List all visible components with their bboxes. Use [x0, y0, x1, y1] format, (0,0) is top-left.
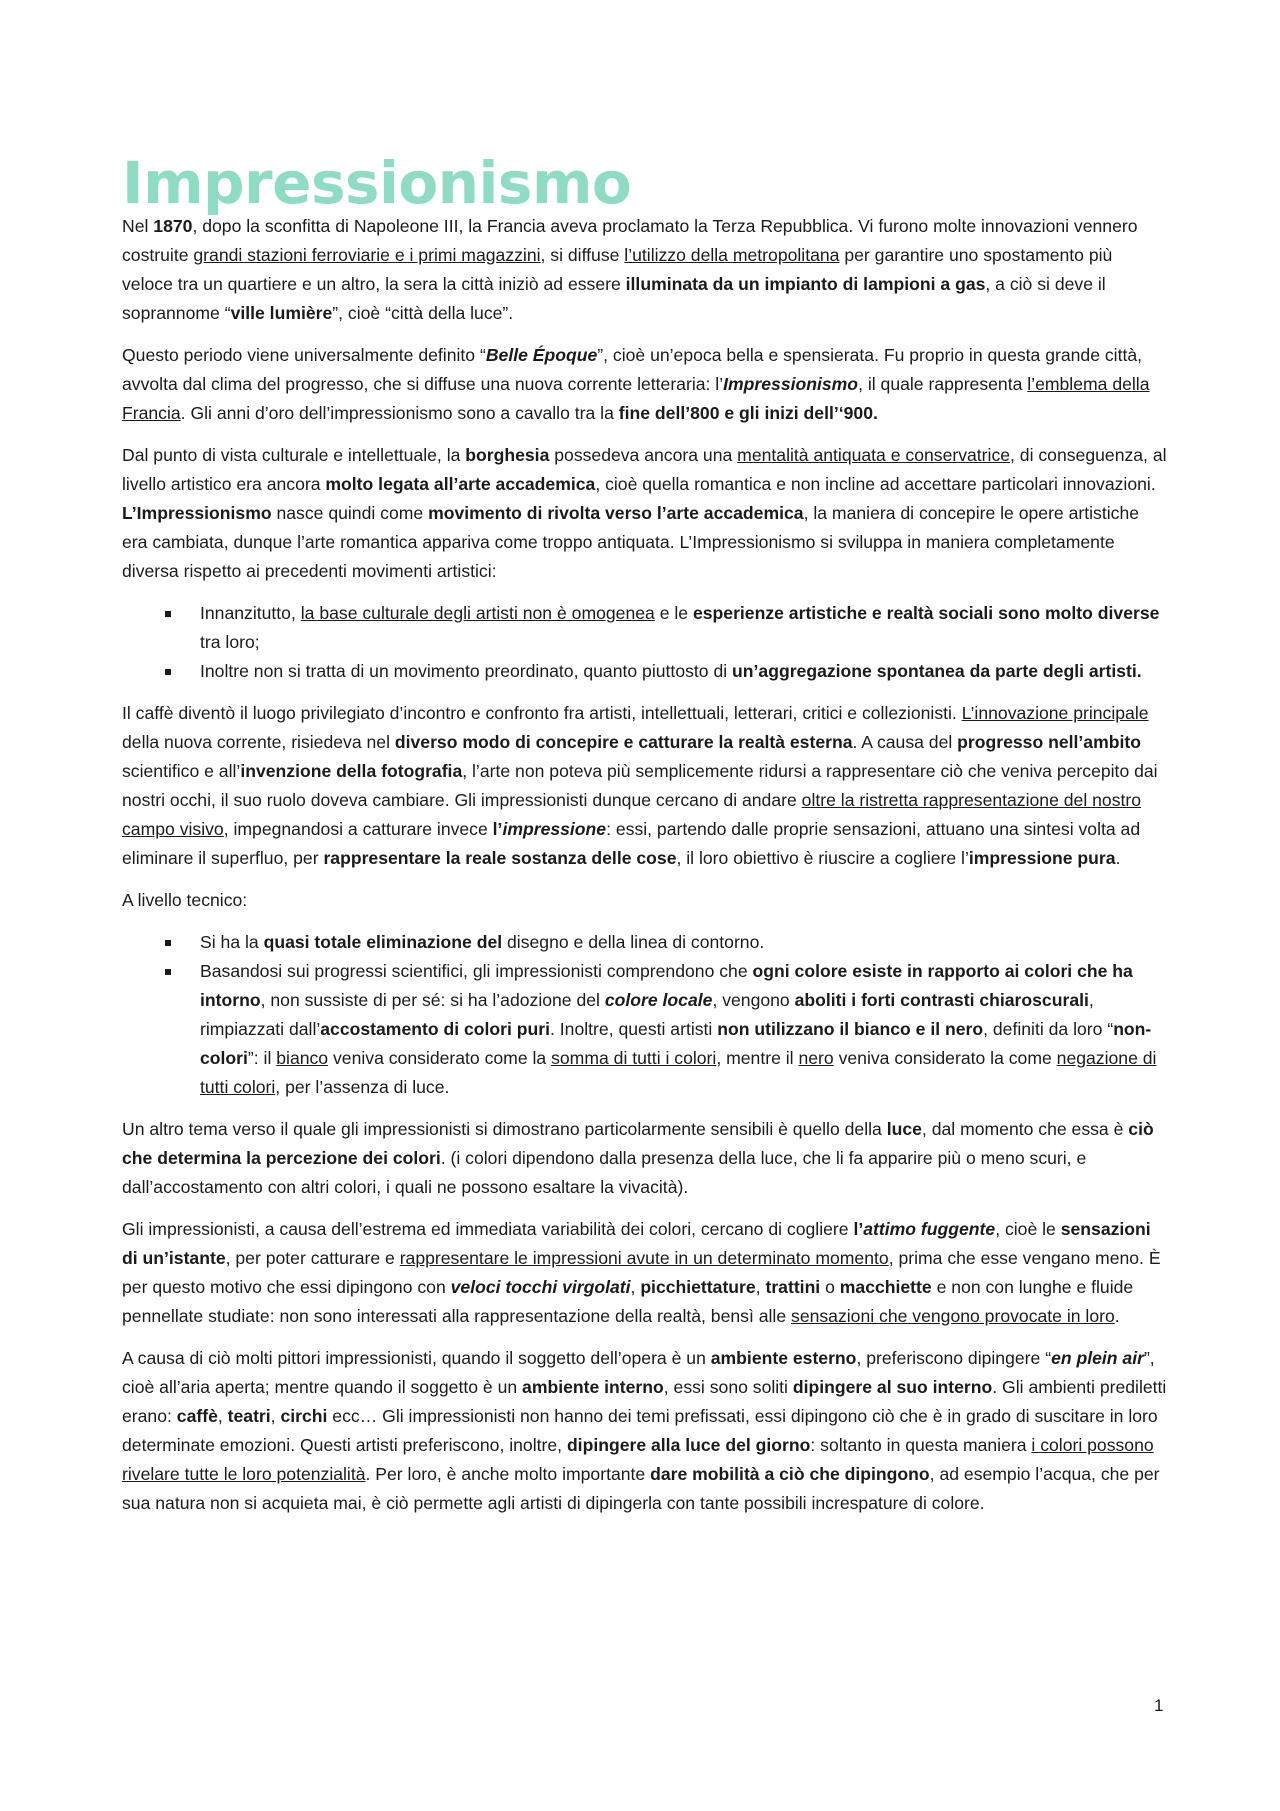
paragraph — [122, 341, 1167, 428]
text-run: , per poter catturare e — [225, 1248, 400, 1268]
bold-text: veloci tocchi virgolati — [450, 1277, 631, 1297]
bold-text: Impressionismo — [723, 374, 859, 394]
text-run: , — [270, 1406, 281, 1426]
bullet-list — [122, 599, 1167, 686]
text-run: per garantire uno spostamento più veloce tra un quartiere e un altro, la sera la città iniziò ad essere — [122, 245, 1113, 294]
underlined-text: l’emblema della Francia — [122, 374, 1150, 423]
text-run: . Inoltre, questi artisti — [550, 1019, 718, 1039]
paragraph — [122, 1344, 1167, 1518]
light-section — [122, 1115, 1167, 1518]
bold-text: teatri — [227, 1406, 271, 1426]
text-run: , mentre il — [716, 1048, 799, 1068]
underlined-text: nero — [798, 1048, 834, 1068]
text-run: , — [755, 1277, 766, 1297]
text-run: ”, cioè all’aria aperta; mentre quando il soggetto è un — [122, 1348, 1155, 1397]
bold-text: impressione — [502, 819, 607, 839]
paragraph — [122, 699, 1167, 873]
text-run: , definiti da loro “ — [983, 1019, 1114, 1039]
bold-text: rappresentare la reale sostanza delle cose — [323, 848, 677, 868]
text-run: e le — [654, 603, 693, 623]
underlined-text: sensazioni che vengono provocate in loro — [791, 1306, 1115, 1326]
bold-text: trattini — [765, 1277, 821, 1297]
paragraph — [122, 212, 1167, 328]
text-run: Il caffè diventò il luogo privilegiato d’incontro e confronto fra artisti, intellettuali, letterari, critici e collezionisti. — [122, 703, 962, 723]
bold-text: progresso nell’ambito — [957, 732, 1141, 752]
bold-text: accostamento di colori puri — [320, 1019, 551, 1039]
text-run: : essi, partendo dalle proprie sensazioni, attuano una sintesi volta ad eliminare il superfluo, per — [122, 819, 1141, 868]
page-title: Impressionismo — [122, 149, 632, 217]
text-run: Si ha la — [200, 932, 264, 952]
bold-text: ogni colore esiste in rapporto ai colori che ha intorno — [200, 961, 1133, 1010]
page-number: 1 — [1154, 1696, 1164, 1715]
underlined-text: i colori possono rivelare tutte le loro potenzialità — [122, 1435, 1154, 1484]
text-run: , dopo la sconfitta di Napoleone III, la Francia aveva proclamato la Terza Repubblica. Vi furono molte innovazioni vennero costruite — [122, 216, 1138, 265]
text-run: tra loro; — [200, 632, 260, 652]
text-run: ecc… Gli impressionisti non hanno dei temi prefissati, essi dipingono ciò che è in grado di suscitare in loro determinate emozioni. Questi artisti preferiscono, inoltre, — [122, 1406, 1158, 1455]
bold-text: fine dell’800 e gli inizi dell’‘900. — [618, 403, 878, 423]
bold-text: ciò che determina la percezione dei colori — [122, 1119, 1154, 1168]
text-run: , cioè quella romantica e non incline ad accettare particolari innovazioni. — [595, 474, 1156, 494]
text-run: ”, cioè un’epoca bella e spensierata. Fu proprio in questa grande città, avvolta dal clima del progresso, che si diffuse una nuova corrente letteraria: l’ — [122, 345, 1143, 394]
text-run: Nel — [122, 216, 154, 236]
text-run: . (i colori dipendono dalla presenza della luce, che li fa apparire più o meno scuri, e dall’accostamento con altri colori, i quali ne possono esaltare la vivacità). — [122, 1148, 1087, 1197]
bold-text: caffè — [176, 1406, 218, 1426]
text-run: , la maniera di concepire le opere artistiche era cambiata, dunque l’arte romantica appariva come troppo antiquata. L’Impressionismo si sviluppa in maniera completamente diversa rispetto ai precedenti movimenti artistici: — [122, 503, 1140, 581]
text-run: , impegnandosi a catturare invece — [223, 819, 493, 839]
innovation-section — [122, 699, 1167, 915]
text-run: Innanzitutto, — [200, 603, 301, 623]
text-run: , a ciò si deve il soprannome “ — [122, 274, 1106, 323]
bold-text: quasi totale eliminazione del — [263, 932, 503, 952]
bold-text: movimento di rivolta verso l’arte accademica — [428, 503, 804, 523]
text-run: scientifico e all’ — [122, 761, 241, 781]
underlined-text: oltre la ristretta rappresentazione del nostro campo visivo — [122, 790, 1142, 839]
underlined-text: l’utilizzo della metropolitana — [624, 245, 840, 265]
bold-text: non utilizzano il bianco e il nero — [717, 1019, 984, 1039]
underlined-text: la base culturale degli artisti non è omogenea — [300, 603, 655, 623]
text-run: , cioè le — [995, 1219, 1061, 1239]
bold-text: illuminata da un impianto di lampioni a gas — [625, 274, 986, 294]
text-run: , non sussiste di per sé: si ha l’adozione del — [260, 990, 605, 1010]
text-run: , — [630, 1277, 641, 1297]
text-run: , il quale rappresenta — [858, 374, 1028, 394]
text-run: , ad esempio l’acqua, che per sua natura non si acquieta mai, è ciò permette agli artisti di dipingerla con tante possibili increspature di colore. — [122, 1464, 1160, 1513]
list-item — [200, 928, 1167, 957]
text-run: , per l’assenza di luce. — [275, 1077, 450, 1097]
text-run: , essi sono soliti — [663, 1377, 793, 1397]
text-run: : soltanto in questa maniera — [810, 1435, 1032, 1455]
text-run: . Per loro, è anche molto importante — [365, 1464, 651, 1484]
list-item — [200, 957, 1167, 1102]
underlined-text: rappresentare le impressioni avute in un determinato momento — [399, 1248, 889, 1268]
text-run: , il loro obiettivo è riuscire a cogliere l’ — [676, 848, 969, 868]
bold-text: dipingere alla luce del giorno — [566, 1435, 811, 1455]
bold-text: molto legata all’arte accademica — [325, 474, 596, 494]
text-run: disegno e della linea di contorno. — [502, 932, 765, 952]
list-item — [200, 657, 1167, 686]
text-run: , si diffuse — [540, 245, 625, 265]
underlined-text: mentalità antiquata e conservatrice — [737, 445, 1011, 465]
bold-text: dipingere al suo interno — [792, 1377, 993, 1397]
text-run: ”: il — [247, 1048, 277, 1068]
text-run: e non con lunghe e fluide pennellate studiate: non sono interessati alla rappresentazione della realtà, bensì alle — [122, 1277, 1134, 1326]
bold-text: L’Impressionismo — [122, 503, 272, 523]
paragraph — [122, 1115, 1167, 1202]
text-run: , dal momento che essa è — [921, 1119, 1129, 1139]
text-run: o — [820, 1277, 840, 1297]
text-run: . — [1115, 848, 1121, 868]
text-run: . Gli ambienti prediletti erano: — [122, 1377, 1167, 1426]
paragraph — [122, 886, 1167, 915]
document-page — [122, 150, 1167, 1531]
text-run: nasce quindi come — [271, 503, 429, 523]
text-run: A causa di ciò molti pittori impressionisti, quando il soggetto dell’opera è un — [122, 1348, 711, 1368]
paragraph — [122, 441, 1167, 586]
bold-text: esperienze artistiche e realtà sociali sono molto diverse — [692, 603, 1160, 623]
bold-text: borghesia — [465, 445, 550, 465]
text-run: Questo periodo viene universalmente definito “ — [122, 345, 486, 365]
text-run: Dal punto di vista culturale e intellettuale, la — [122, 445, 466, 465]
bold-text: aboliti i forti contrasti chiaroscurali — [794, 990, 1089, 1010]
bold-text: luce — [886, 1119, 922, 1139]
text-run: veniva considerato come la — [328, 1048, 552, 1068]
bold-text: 1870 — [153, 216, 193, 236]
bold-text: macchiette — [839, 1277, 932, 1297]
bold-text: circhi — [280, 1406, 328, 1426]
text-run: Inoltre non si tratta di un movimento preordinato, quanto piuttosto di — [200, 661, 733, 681]
text-run: , preferiscono dipingere “ — [856, 1348, 1052, 1368]
text-run: possedeva ancora una — [549, 445, 738, 465]
bold-text: ambiente esterno — [710, 1348, 857, 1368]
text-run: Basandosi sui progressi scientifici, gli impressionisti comprendono che — [200, 961, 753, 981]
underlined-text: L’innovazione principale — [961, 703, 1149, 723]
bold-text: picchiettature — [640, 1277, 756, 1297]
paragraph — [122, 1215, 1167, 1331]
text-run: . — [1114, 1306, 1120, 1326]
text-run: . A causa del — [852, 732, 958, 752]
bold-text: attimo fuggente — [863, 1219, 996, 1239]
bold-text: diverso modo di concepire e catturare la realtà esterna — [394, 732, 853, 752]
underlined-text: negazione di tutti colori — [200, 1048, 1157, 1097]
text-run: , vengono — [712, 990, 795, 1010]
bold-text: impressione pura — [968, 848, 1116, 868]
bold-text: sensazioni di un’istante — [122, 1219, 1151, 1268]
text-run: . Gli anni d’oro dell’impressionismo sono a cavallo tra la — [180, 403, 619, 423]
bold-text: ambiente interno — [522, 1377, 664, 1397]
underlined-text: bianco — [276, 1048, 329, 1068]
list-item — [200, 599, 1167, 657]
text-run: ”, cioè “città della luce”. — [332, 303, 514, 323]
text-run: Gli impressionisti, a causa dell’estrema ed immediata variabilità dei colori, cercano di cogliere — [122, 1219, 854, 1239]
text-run: , l’arte non poteva più semplicemente ridursi a rappresentare ciò che veniva percepito dai nostri occhi, il suo ruolo doveva cambiare. Gli impressionisti dunque cercano di andare — [122, 761, 1158, 810]
text-run: , rimpiazzati dall’ — [200, 990, 1094, 1039]
bold-text: en plein air — [1051, 1348, 1144, 1368]
bold-text: non-colori — [200, 1019, 1152, 1068]
bold-text: l’ — [853, 1219, 864, 1239]
text-run: A livello tecnico: — [122, 890, 248, 910]
bold-text: dare mobilità a ciò che dipingono — [650, 1464, 930, 1484]
text-run: della nuova corrente, risiedeva nel — [122, 732, 395, 752]
bold-text: colore locale — [604, 990, 713, 1010]
underlined-text: grandi stazioni ferroviarie e i primi magazzini — [193, 245, 541, 265]
bold-text: ville lumière — [230, 303, 333, 323]
intro-section — [122, 212, 1167, 586]
underlined-text: somma di tutti i colori — [551, 1048, 717, 1068]
bold-text: Belle Époque — [485, 345, 598, 365]
text-run: , di conseguenza, al livello artistico era ancora — [122, 445, 1167, 494]
text-run: , — [217, 1406, 228, 1426]
text-run: Un altro tema verso il quale gli impressionisti si dimostrano particolarmente sensibili è quello della — [122, 1119, 887, 1139]
bold-text: l’ — [492, 819, 503, 839]
bold-text: un’aggregazione spontanea da parte degli artisti. — [732, 661, 1142, 681]
bold-text: invenzione della fotografia — [240, 761, 463, 781]
text-run: , prima che esse vengano meno. È per questo motivo che essi dipingono con — [122, 1248, 1161, 1297]
text-run: veniva considerato la come — [833, 1048, 1057, 1068]
bullet-list — [122, 928, 1167, 1102]
